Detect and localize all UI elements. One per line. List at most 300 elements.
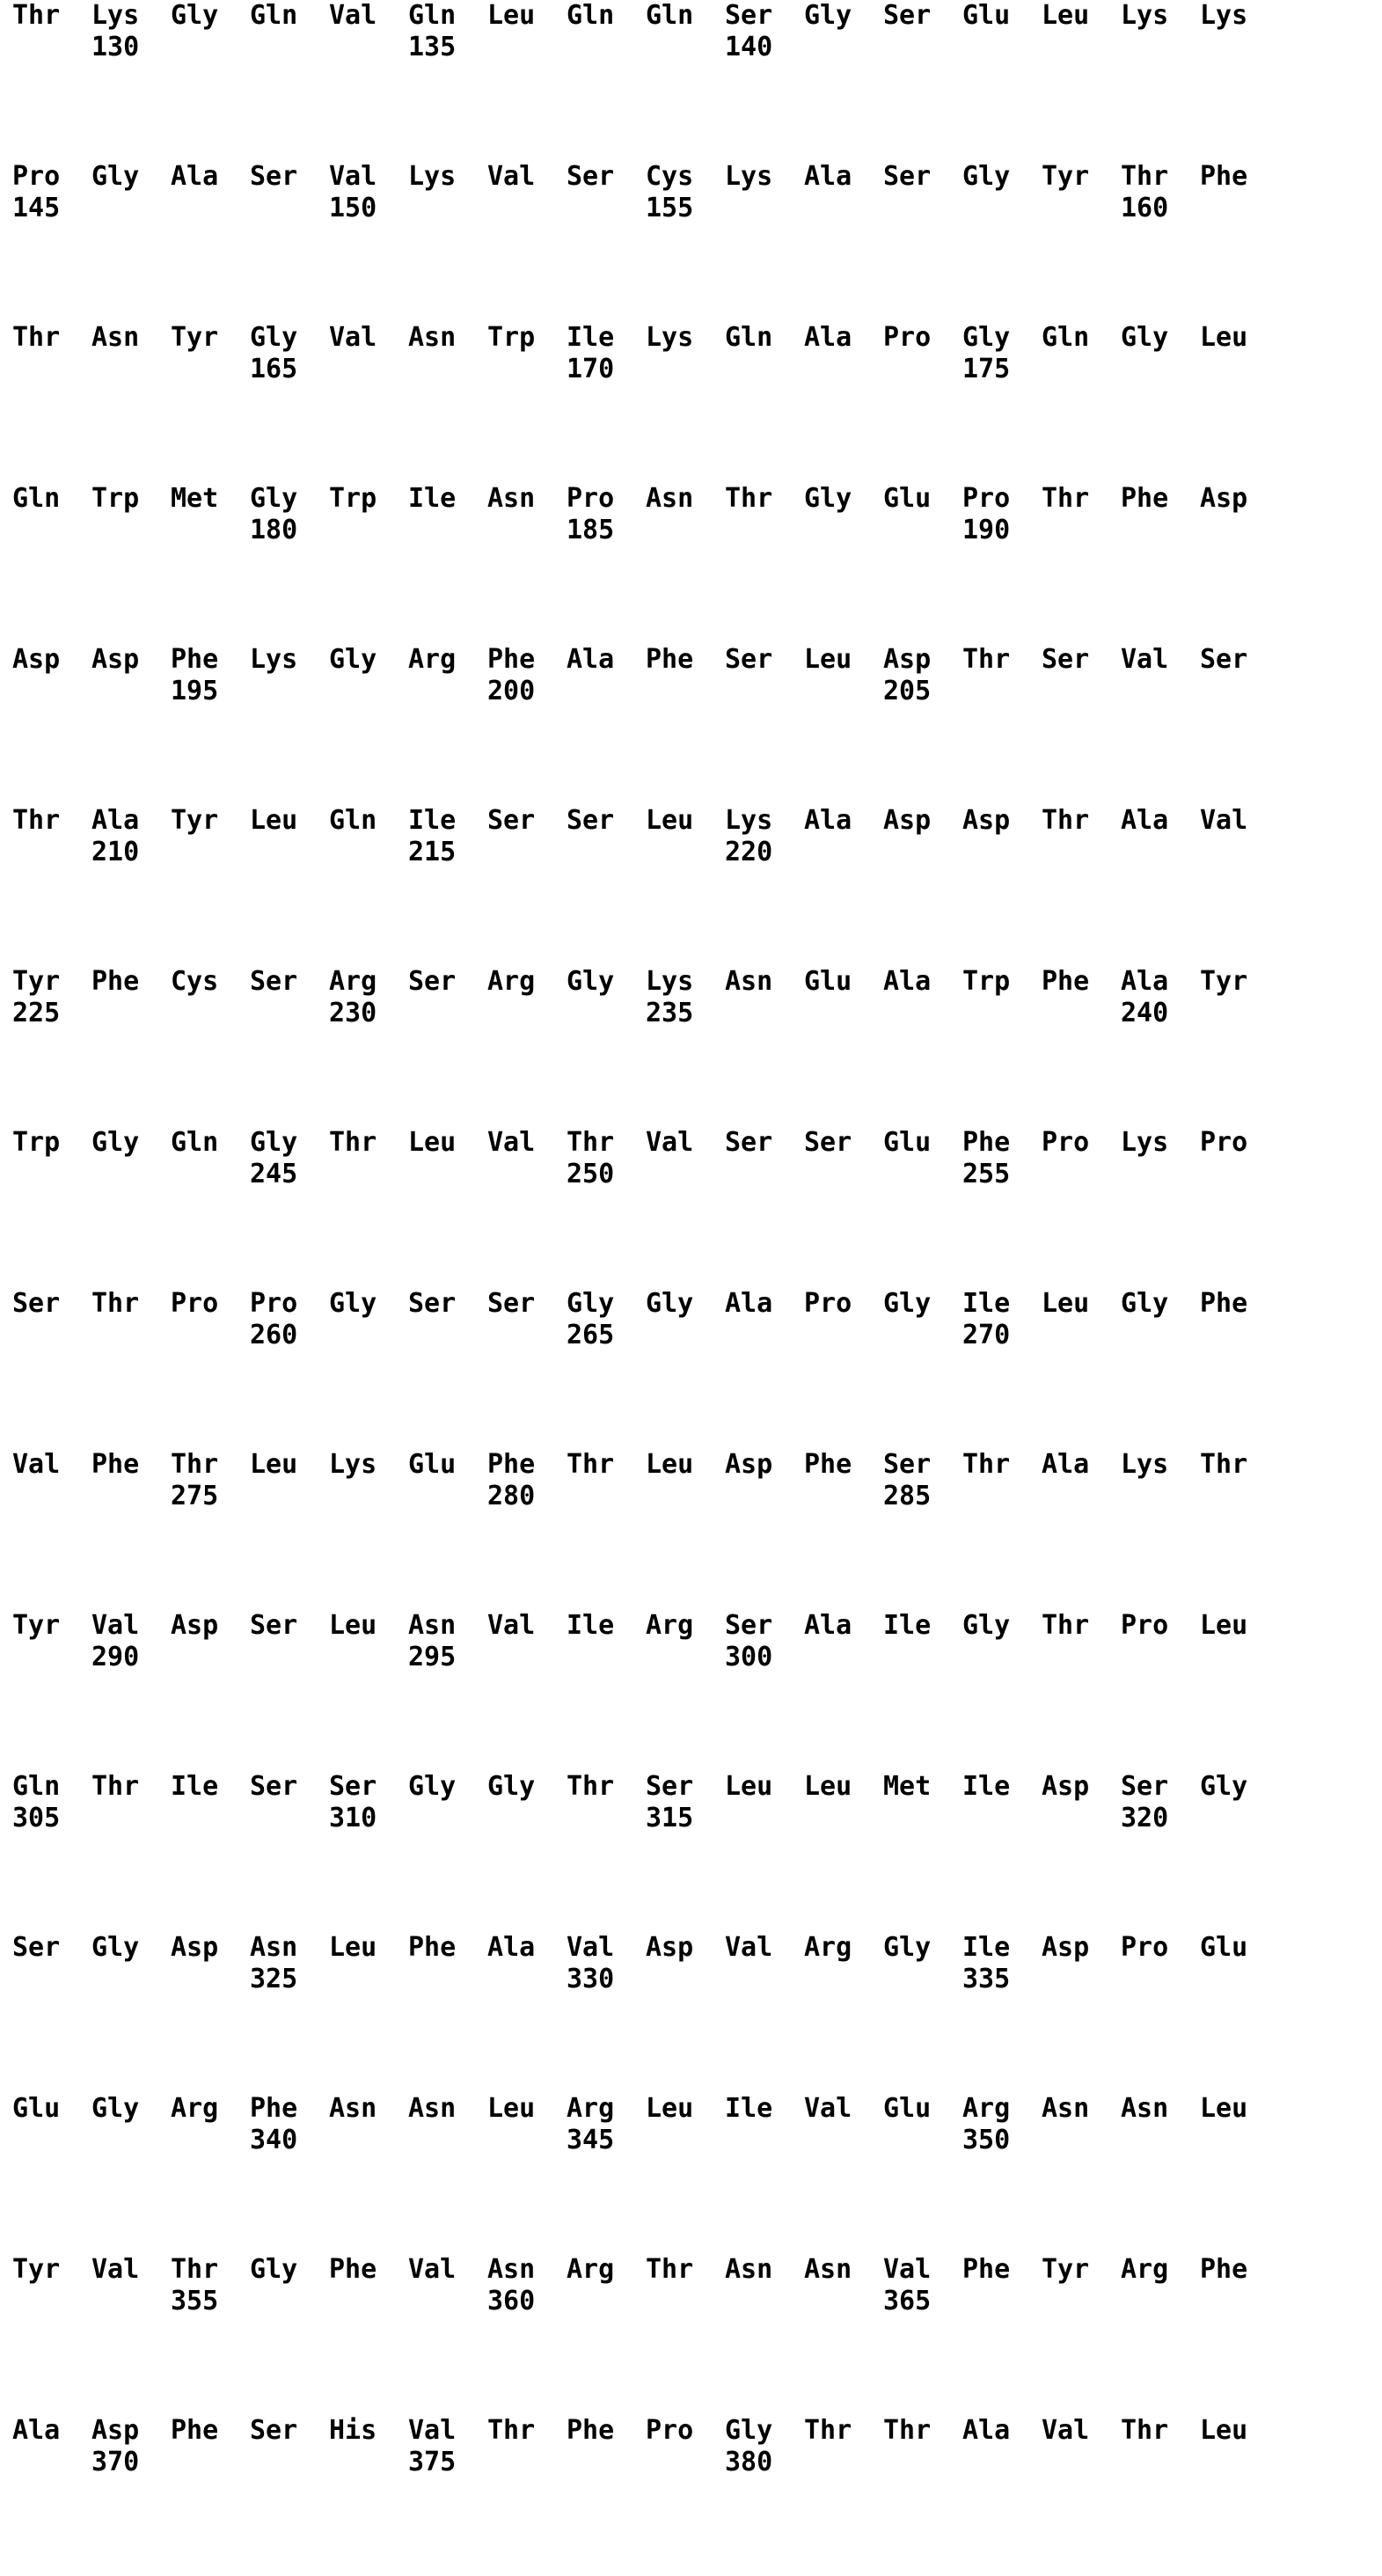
residue-cell: Ala [1042,1449,1090,1480]
residue-cell: Ser [725,1127,773,1158]
residue-cell: Thr [962,1449,1011,1480]
residue-number-cell [1200,998,1279,1029]
residue-row [0,1932,1382,1964]
residue-cell: Asp [171,1932,219,1963]
residue-cell: Phe [91,966,140,997]
residue-number-cell [487,32,567,63]
residue-number-row [0,193,1382,224]
residue-cell: Pro [1200,1127,1248,1158]
residue-cell: Asn [408,322,457,353]
residue-cell: Thr [12,322,61,353]
residue-cell: Lys [329,1449,377,1480]
sequence-block [0,0,1382,161]
residue-number-cell [329,2125,408,2156]
residue-cell: Gly [329,644,377,675]
residue-cell: Val [804,2093,852,2124]
residue-cell: Gly [91,1127,140,1158]
residue-cell: Gly [962,322,1011,353]
residue-row [0,322,1382,354]
residue-number-cell [171,32,250,63]
residue-cell: Glu [1200,1932,1248,1963]
residue-cell: Arg [567,2093,615,2124]
residue-number-cell [804,193,883,224]
residue-number-cell [725,1159,804,1190]
residue-number-cell [12,2125,91,2156]
residue-number-cell: 155 [646,193,694,223]
residue-cell: Asp [962,805,1011,836]
residue-number-cell [171,2447,250,2478]
residue-number-cell: 380 [725,2447,773,2477]
residue-number-cell [250,676,329,707]
residue-cell: Arg [646,1610,694,1641]
residue-number-cell [725,1803,804,1834]
residue-cell: Lys [1121,1127,1169,1158]
residue-number-cell: 340 [250,2125,298,2155]
residue-cell: Ile [408,805,457,836]
residue-number-cell [250,193,329,224]
residue-cell: Phe [1042,966,1090,997]
residue-number-cell [171,1642,250,1673]
residue-cell: Ser [646,1771,694,1802]
residue-number-cell [725,1320,804,1351]
residue-cell: Thr [804,2415,852,2446]
residue-cell: Gly [91,1932,140,1963]
residue-number-cell [408,354,487,385]
residue-cell: Thr [883,2415,932,2446]
residue-cell: Ser [1042,644,1090,675]
residue-cell: Thr [12,0,61,31]
residue-number-row [0,676,1382,707]
residue-number-cell [1200,2125,1279,2156]
residue-cell: Gly [962,161,1011,192]
residue-number-cell [171,998,250,1029]
residue-cell: Asn [1121,2093,1169,2124]
residue-number-cell [962,837,1042,868]
residue-number-cell [646,1159,725,1190]
residue-row [0,1288,1382,1320]
residue-cell: Gly [1121,322,1169,353]
residue-cell: Gly [250,483,298,514]
residue-cell: Phe [804,1449,852,1480]
residue-cell: Phe [329,2254,377,2285]
residue-number-cell [567,1481,646,1512]
residue-number-cell [487,998,567,1029]
residue-cell: Tyr [12,1610,61,1641]
residue-cell: Phe [487,644,536,675]
residue-number-cell [883,354,962,385]
residue-number-cell [567,676,646,707]
residue-cell: Gln [408,0,457,31]
residue-number-cell: 310 [329,1803,377,1833]
residue-number-cell [171,1320,250,1351]
sequence-block [0,2254,1382,2415]
residue-row [0,1610,1382,1642]
residue-cell: Gly [408,1771,457,1802]
residue-cell: Asn [487,483,536,514]
residue-number-cell [567,193,646,224]
residue-number-cell [408,2286,487,2317]
residue-cell: Ala [171,161,219,192]
residue-number-cell: 135 [408,32,457,62]
residue-cell: Asn [646,483,694,514]
residue-number-cell [487,354,567,385]
residue-number-cell [1121,515,1200,546]
residue-number-cell [646,32,725,63]
residue-cell: Ile [962,1288,1011,1319]
residue-number-cell [962,2286,1042,2317]
residue-number-cell [804,1803,883,1834]
residue-number-cell [250,2447,329,2478]
residue-cell: Phe [1200,161,1248,192]
residue-number-cell: 280 [487,1481,536,1511]
residue-cell: Leu [250,805,298,836]
residue-cell: Ala [804,322,852,353]
residue-cell: Ala [1121,805,1169,836]
residue-cell: Tyr [1200,966,1248,997]
residue-cell: Val [408,2254,457,2285]
residue-cell: Arg [329,966,377,997]
residue-number-cell [250,1481,329,1512]
residue-number-cell [329,515,408,546]
residue-cell: Gly [883,1932,932,1963]
residue-cell: Phe [646,644,694,675]
residue-cell: Asp [883,644,932,675]
residue-cell: Thr [329,1127,377,1158]
residue-number-cell [1200,32,1279,63]
residue-cell: Asn [329,2093,377,2124]
residue-number-cell [962,1642,1042,1673]
residue-row [0,966,1382,998]
residue-cell: Asp [1042,1771,1090,1802]
residue-number-cell [567,1803,646,1834]
residue-number-cell: 350 [962,2125,1011,2155]
residue-cell: Lys [725,161,773,192]
residue-cell: Thr [1042,805,1090,836]
residue-cell: Ser [725,1610,773,1641]
residue-number-cell [1121,354,1200,385]
residue-number-cell [171,2125,250,2156]
residue-number-cell [12,2447,91,2478]
residue-number-cell: 190 [962,515,1011,545]
residue-cell: Ser [250,161,298,192]
residue-number-cell [408,515,487,546]
residue-cell: Ser [725,0,773,31]
residue-cell: Ala [962,2415,1011,2446]
residue-number-cell [883,1159,962,1190]
residue-number-cell: 290 [91,1642,140,1672]
residue-cell: Leu [725,1771,773,1802]
residue-number-cell [883,193,962,224]
residue-cell: Arg [171,2093,219,2124]
residue-number-cell [408,676,487,707]
residue-number-cell [804,515,883,546]
residue-number-cell [646,1320,725,1351]
residue-number-cell [408,1159,487,1190]
residue-cell: Arg [408,644,457,675]
residue-cell: Met [171,483,219,514]
residue-number-cell [12,32,91,63]
residue-cell: Asn [91,322,140,353]
residue-cell: Trp [487,322,536,353]
residue-cell: Arg [804,1932,852,1963]
residue-cell: Ser [12,1288,61,1319]
residue-row [0,644,1382,676]
residue-cell: Lys [646,322,694,353]
residue-cell: Asp [725,1449,773,1480]
residue-cell: Lys [646,966,694,997]
residue-cell: Arg [1121,2254,1169,2285]
residue-cell: Gln [567,0,615,31]
residue-cell: Ala [804,805,852,836]
residue-number-cell [12,1159,91,1190]
residue-number-cell [91,1320,171,1351]
residue-cell: Pro [1121,1610,1169,1641]
residue-cell: Thr [567,1771,615,1802]
sequence-block [0,1288,1382,1449]
residue-number-cell [725,515,804,546]
residue-cell: Gly [171,0,219,31]
residue-cell: Lys [1121,1449,1169,1480]
residue-number-cell [1200,1320,1279,1351]
residue-number-cell [329,837,408,868]
residue-cell: Pro [646,2415,694,2446]
residue-number-row [0,515,1382,546]
residue-cell: Ser [329,1771,377,1802]
residue-number-cell [725,193,804,224]
residue-cell: Asn [1042,2093,1090,2124]
residue-number-cell [567,837,646,868]
residue-cell: Asn [408,2093,457,2124]
residue-cell: Val [1042,2415,1090,2446]
residue-cell: Phe [171,2415,219,2446]
residue-number-cell [804,1159,883,1190]
residue-number-cell [883,515,962,546]
residue-number-cell: 145 [12,193,61,223]
residue-number-row [0,837,1382,868]
residue-number-cell [408,1964,487,1995]
residue-number-row [0,998,1382,1029]
residue-number-cell [12,515,91,546]
residue-number-cell [804,2286,883,2317]
residue-number-cell [408,998,487,1029]
residue-number-cell [250,998,329,1029]
residue-cell: Phe [567,2415,615,2446]
residue-cell: Thr [1042,483,1090,514]
sequence-block [0,1127,1382,1288]
residue-number-cell [171,837,250,868]
residue-number-cell [725,354,804,385]
residue-cell: Gln [329,805,377,836]
residue-number-cell: 295 [408,1642,457,1672]
residue-number-cell: 250 [567,1159,615,1189]
residue-cell: Pro [1121,1932,1169,1963]
residue-number-cell: 300 [725,1642,773,1672]
residue-cell: Thr [962,644,1011,675]
residue-cell: Asn [487,2254,536,2285]
residue-cell: Lys [250,644,298,675]
residue-number-cell: 180 [250,515,298,545]
residue-cell: Thr [725,483,773,514]
residue-number-cell [171,1803,250,1834]
sequence-block [0,2093,1382,2254]
residue-number-cell [804,837,883,868]
residue-cell: Ala [883,966,932,997]
residue-cell: Val [567,1932,615,1963]
residue-number-cell [250,2286,329,2317]
residue-number-cell [1042,515,1121,546]
residue-cell: Ser [804,1127,852,1158]
sequence-block [0,644,1382,805]
residue-number-cell [329,1481,408,1512]
residue-cell: Thr [646,2254,694,2285]
residue-number-cell [1200,1964,1279,1995]
residue-cell: Val [487,1127,536,1158]
residue-number-cell [408,1320,487,1351]
residue-number-cell [91,1481,171,1512]
residue-number-cell: 305 [12,1803,61,1833]
residue-cell: Gln [250,0,298,31]
residue-cell: Ser [883,1449,932,1480]
residue-cell: Lys [91,0,140,31]
residue-cell: Ser [250,1610,298,1641]
residue-number-cell [1200,676,1279,707]
residue-number-cell [646,837,725,868]
residue-cell: Lys [408,161,457,192]
residue-cell: Val [329,322,377,353]
residue-cell: Ala [725,1288,773,1319]
residue-number-cell: 315 [646,1803,694,1833]
residue-cell: Ser [487,1288,536,1319]
residue-cell: Glu [12,2093,61,2124]
residue-number-cell [1042,676,1121,707]
residue-number-cell [962,193,1042,224]
residue-cell: Ile [883,1610,932,1641]
residue-number-cell [12,1481,91,1512]
residue-number-cell [1200,193,1279,224]
residue-cell: Glu [883,1127,932,1158]
residue-number-cell: 185 [567,515,615,545]
residue-number-row [0,2447,1382,2478]
residue-cell: Ser [250,2415,298,2446]
residue-cell: Ser [883,161,932,192]
sequence-block [0,805,1382,966]
residue-number-row [0,1803,1382,1834]
residue-number-cell: 200 [487,676,536,706]
residue-number-cell [883,998,962,1029]
residue-cell: Trp [12,1127,61,1158]
residue-cell: Val [883,2254,932,2285]
residue-number-row [0,32,1382,63]
residue-cell: Ala [487,1932,536,1963]
residue-number-cell [725,676,804,707]
residue-number-cell [408,1481,487,1512]
residue-cell: Leu [1200,2415,1248,2446]
residue-cell: Glu [408,1449,457,1480]
residue-row [0,0,1382,32]
residue-number-cell [91,1964,171,1995]
residue-number-cell [91,1803,171,1834]
residue-cell: Gly [91,2093,140,2124]
residue-number-cell [646,1481,725,1512]
residue-number-cell [883,837,962,868]
residue-number-cell [646,354,725,385]
residue-number-cell: 165 [250,354,298,384]
residue-number-cell [1042,837,1121,868]
residue-cell: Pro [567,483,615,514]
residue-cell: Ser [487,805,536,836]
residue-number-cell: 215 [408,837,457,867]
residue-cell: Pro [883,322,932,353]
residue-cell: Gln [12,483,61,514]
residue-cell: Cys [646,161,694,192]
residue-cell: Tyr [171,322,219,353]
residue-number-cell [91,515,171,546]
residue-cell: Ser [12,1932,61,1963]
residue-number-cell: 245 [250,1159,298,1189]
residue-cell: Pro [12,161,61,192]
residue-cell: Asn [250,1932,298,1963]
residue-cell: Gly [250,2254,298,2285]
residue-number-row [0,2125,1382,2156]
residue-number-cell [1042,2125,1121,2156]
residue-cell: Gly [1121,1288,1169,1319]
residue-number-cell [725,2286,804,2317]
residue-number-cell [646,1642,725,1673]
residue-number-row [0,1320,1382,1351]
residue-cell: Gln [171,1127,219,1158]
residue-number-cell [12,1642,91,1673]
residue-cell: Thr [171,1449,219,1480]
residue-number-row [0,1964,1382,1995]
residue-cell: Trp [91,483,140,514]
residue-row [0,2093,1382,2125]
residue-number-cell [883,1964,962,1995]
residue-cell: Asp [12,644,61,675]
residue-cell: Ile [725,2093,773,2124]
residue-number-cell [962,1803,1042,1834]
residue-cell: Leu [329,1932,377,1963]
residue-row [0,1771,1382,1803]
residue-number-cell [1042,998,1121,1029]
residue-number-cell [171,515,250,546]
residue-number-cell: 260 [250,1320,298,1350]
residue-row [0,483,1382,515]
residue-number-cell [1042,2447,1121,2478]
residue-cell: Gly [91,161,140,192]
residue-cell: Val [329,161,377,192]
residue-cell: Ala [804,1610,852,1641]
residue-number-cell [1121,1642,1200,1673]
residue-number-cell [883,32,962,63]
residue-cell: Leu [250,1449,298,1480]
residue-cell: Ile [962,1771,1011,1802]
residue-number-cell [646,2125,725,2156]
residue-cell: Leu [1200,2093,1248,2124]
residue-cell: Leu [1042,0,1090,31]
residue-cell: Gly [329,1288,377,1319]
residue-row [0,1127,1382,1159]
residue-number-cell [91,676,171,707]
residue-cell: Val [408,2415,457,2446]
residue-number-cell [1042,1803,1121,1834]
residue-number-cell [329,1159,408,1190]
residue-cell: Ser [725,644,773,675]
residue-cell: Thr [12,805,61,836]
residue-number-cell [487,2125,567,2156]
residue-cell: Ser [408,966,457,997]
residue-number-cell [487,1642,567,1673]
sequence-block [0,161,1382,322]
